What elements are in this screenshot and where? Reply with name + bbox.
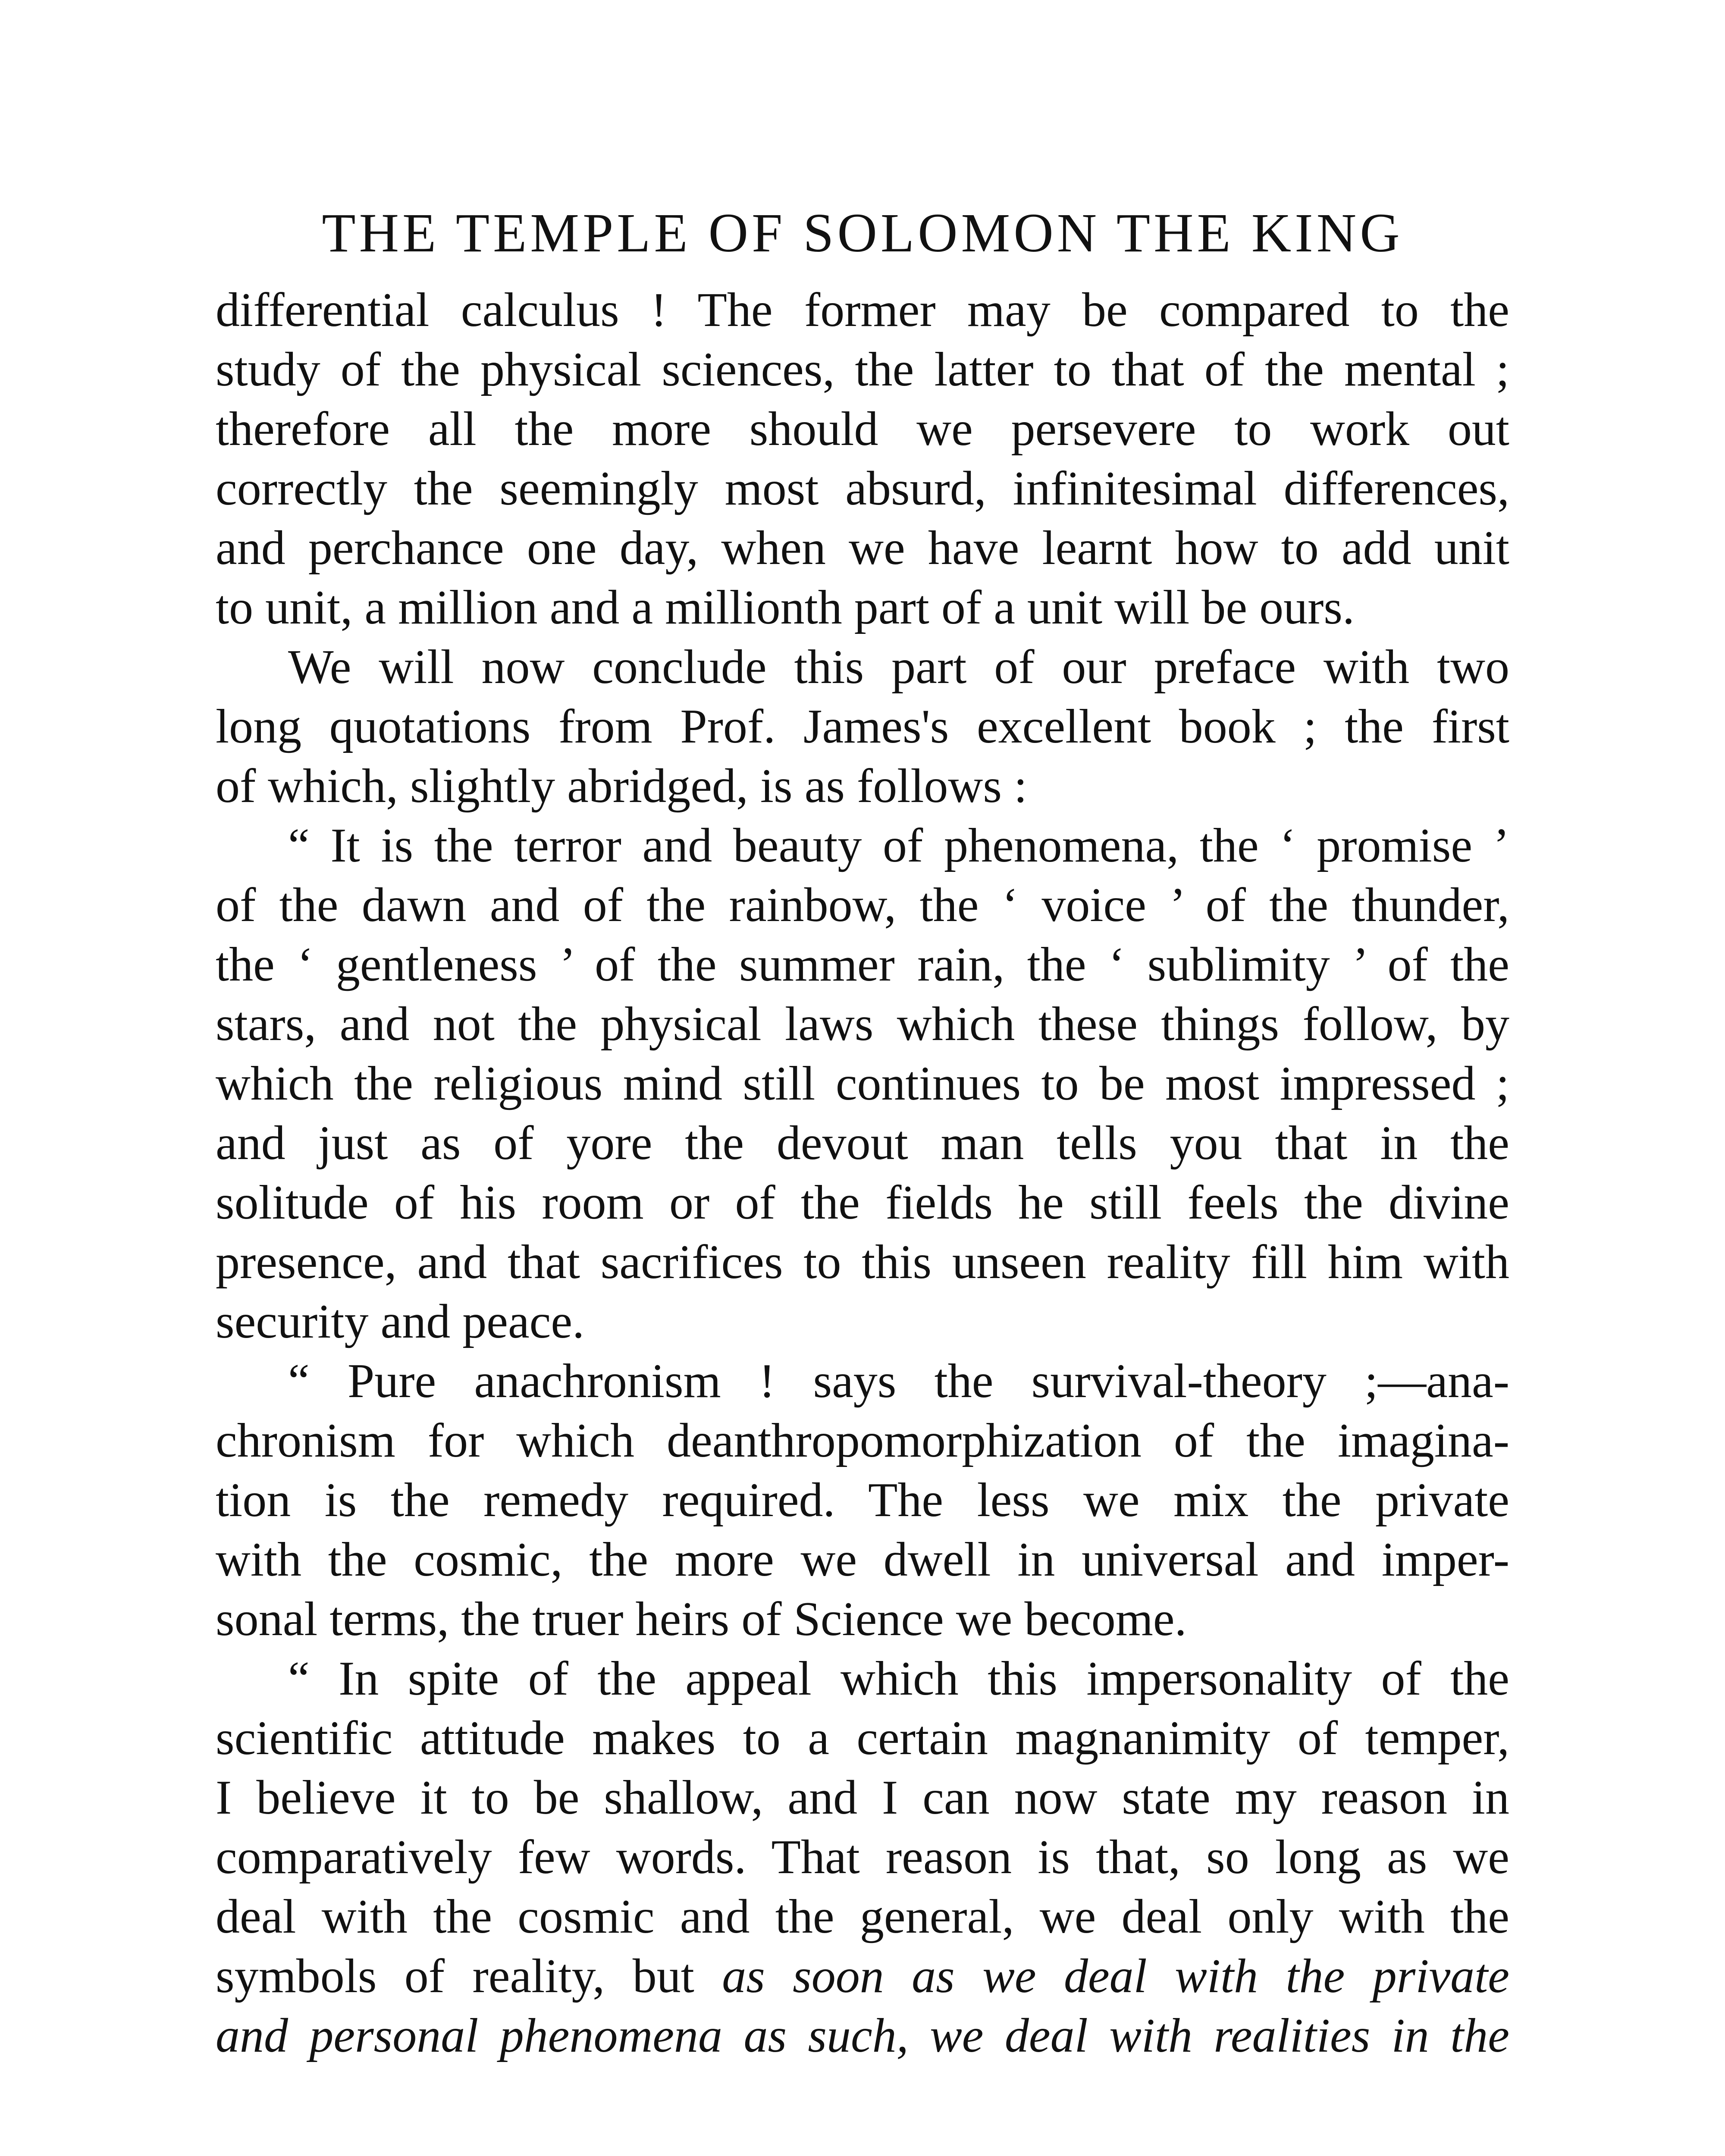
text-run: symbols of reality, but	[216, 1949, 722, 2003]
text-line: to unit, a million and a millionth part of a unit will be ours.	[216, 581, 1355, 634]
text-line-italic: and personal phenomena as such, we deal with realities in the	[216, 2009, 1509, 2062]
text-line: the ‘ gentleness ’ of the summer rain, the ‘ sublimity ’ of the	[216, 938, 1509, 991]
text-line: presence, and that sacrifices to this unseen reality fill him with	[216, 1235, 1509, 1289]
text-line: stars, and not the physical laws which these things follow, by	[216, 997, 1509, 1051]
body-text	[216, 280, 1509, 2065]
text-line: of the dawn and of the rainbow, the ‘ voice ’ of the thunder,	[216, 878, 1509, 932]
text-line: therefore all the more should we persevere to work out	[216, 402, 1509, 456]
text-line: chronism for which deanthropomorphization of the imagina-	[216, 1414, 1509, 1467]
text-line: We will now conclude this part of our preface with two	[288, 640, 1509, 694]
text-line: “ Pure anachronism ! says the survival-theory ;—ana-	[288, 1354, 1509, 1408]
text-line: comparatively few words. That reason is that, so long as we	[216, 1830, 1509, 1884]
text-line: “ In spite of the appeal which this impersonality of the	[288, 1652, 1509, 1705]
text-line: deal with the cosmic and the general, we deal only with the	[216, 1890, 1509, 1943]
text-line: study of the physical sciences, the latter to that of the mental ;	[216, 343, 1509, 396]
running-head: THE TEMPLE OF SOLOMON THE KING	[322, 202, 1403, 263]
text-line: solitude of his room or of the fields he still feels the divine	[216, 1176, 1509, 1229]
text-line: differential calculus ! The former may be compared to the	[216, 283, 1509, 337]
text-line: and just as of yore the devout man tells you that in the	[216, 1116, 1509, 1170]
text-line: I believe it to be shallow, and I can now state my reason in	[216, 1771, 1509, 1824]
text-line-mixed	[216, 1946, 1509, 2006]
text-line: and perchance one day, when we have learnt how to add unit	[216, 521, 1509, 575]
text-line: security and peace.	[216, 1295, 585, 1348]
text-line: scientific attitude makes to a certain magnanimity of temper,	[216, 1711, 1509, 1765]
text-line: tion is the remedy required. The less we mix the private	[216, 1473, 1509, 1527]
text-line: which the religious mind still continues to be most impressed ;	[216, 1057, 1509, 1110]
text-line: long quotations from Prof. James's excellent book ; the first	[216, 700, 1509, 753]
text-line: “ It is the terror and beauty of phenomena, the ‘ promise ’	[288, 819, 1509, 872]
text-line: correctly the seemingly most absurd, infinitesimal differences,	[216, 462, 1509, 515]
text-line: sonal terms, the truer heirs of Science we become.	[216, 1592, 1187, 1646]
italic-run: as soon as we deal with the private	[722, 1949, 1509, 2003]
text-line: of which, slightly abridged, is as follows :	[216, 759, 1028, 813]
text-line: with the cosmic, the more we dwell in universal and imper-	[216, 1533, 1509, 1586]
